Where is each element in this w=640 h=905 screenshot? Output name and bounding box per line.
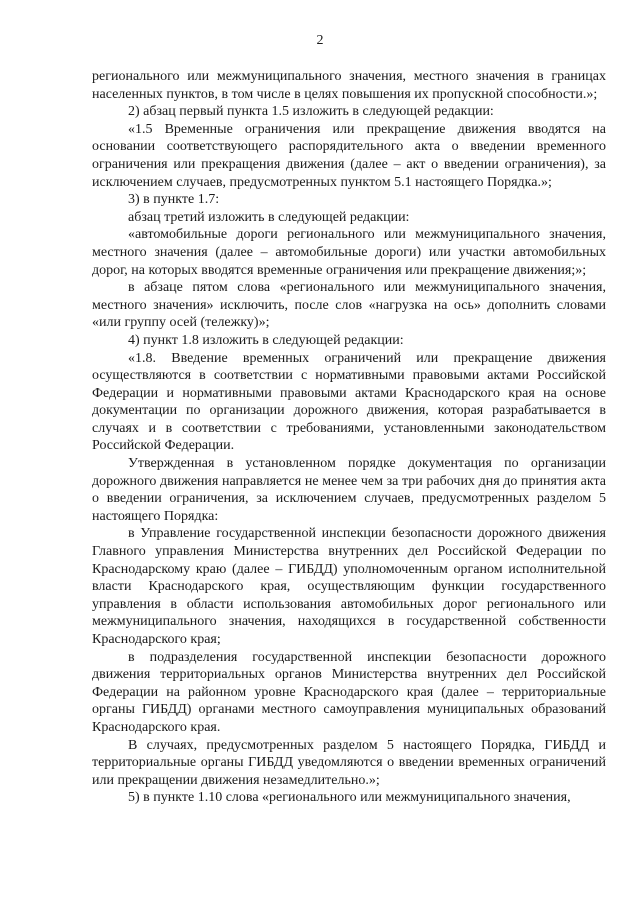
paragraph-item-2: 2) абзац первый пункта 1.5 изложить в следующей редакции: (128, 104, 494, 120)
paragraph-item-3: 3) в пункте 1.7: (128, 192, 220, 208)
paragraph-abzac-third: абзац третий изложить в следующей редакции: (128, 209, 410, 225)
paragraph-item-5: 5) в пункте 1.10 слова «регионального или межмуниципального значения, (128, 790, 571, 806)
paragraph-quote-1-8: «1.8. Введение временных ограничений или прекращение движения осуществляются в соответствии с нормативными правовыми актами Российской Федерации и нормативными правовыми актами Краснодарского края на основе документации по организации дорожного движения, которая разрабатывается в случаях и в соответствии с требованиями, установленными законодательством Российской Федерации. (92, 350, 606, 454)
paragraph-quote-1-5: «1.5 Временные ограничения или прекращение движения вводятся на основании соответствующего распорядительного акта о введении временного ограничения или прекращения движения (далее – акт о введении ограничения), за исключением случаев, предусмотренных пунктом 5.1 настоящего Порядка.»; (92, 121, 606, 190)
paragraph-documentation: Утвержденная в установленном порядке документация по организации дорожного движения направляется не менее чем за три рабочих дня до принятия акта о введении ограничения, за исключением случаев, предусмотренных разделом 5 настоящего Порядка: (92, 456, 606, 524)
paragraph-continuation: регионального или межмуниципального значения, местного значения в границах населенных пунктов, в том числе в целях повышения их пропускной способности.»; (92, 69, 606, 102)
paragraph-item-4: 4) пункт 1.8 изложить в следующей редакции: (128, 332, 404, 348)
paragraph-quote-roads: «автомобильные дороги регионального или межмуниципального значения, местного значения (далее – автомобильные дороги) или участки автомобильных дорог, на которых вводятся временные ограничения или прекращение движения;»; (92, 227, 606, 278)
paragraph-gibdd-regional: в Управление государственной инспекции безопасности дорожного движения Главного управления Министерства внутренних дел Российской Федерации по Краснодарскому краю (далее – ГИБДД) уполномоченным органом исполнительной власти Краснодарского края, осуществляющим функции государственного управления в области использования автомобильных дорог регионального или межмуниципального значения, находящихся в государственной собственности Краснодарского края; (92, 526, 606, 647)
document-body (92, 68, 606, 807)
page-number: 2 (316, 33, 324, 48)
paragraph-notification: В случаях, предусмотренных разделом 5 настоящего Порядка, ГИБДД и территориальные органы ГИБДД уведомляются о введении временных ограничений или прекращении движения незамедлительно.»; (92, 737, 606, 788)
paragraph-gibdd-territorial: в подразделения государственной инспекции безопасности дорожного движения территориальных органов Министерства внутренних дел Российской Федерации на районном уровне Краснодарского края (далее – территориальные органы ГИБДД) органами местного самоуправления муниципальных образований Краснодарского края. (92, 649, 606, 735)
paragraph-abzac-fifth: в абзаце пятом слова «регионального или межмуниципального значения, местного значения» исключить, после слов «нагрузка на ось» дополнить словами «или группу осей (тележку)»; (92, 280, 606, 331)
